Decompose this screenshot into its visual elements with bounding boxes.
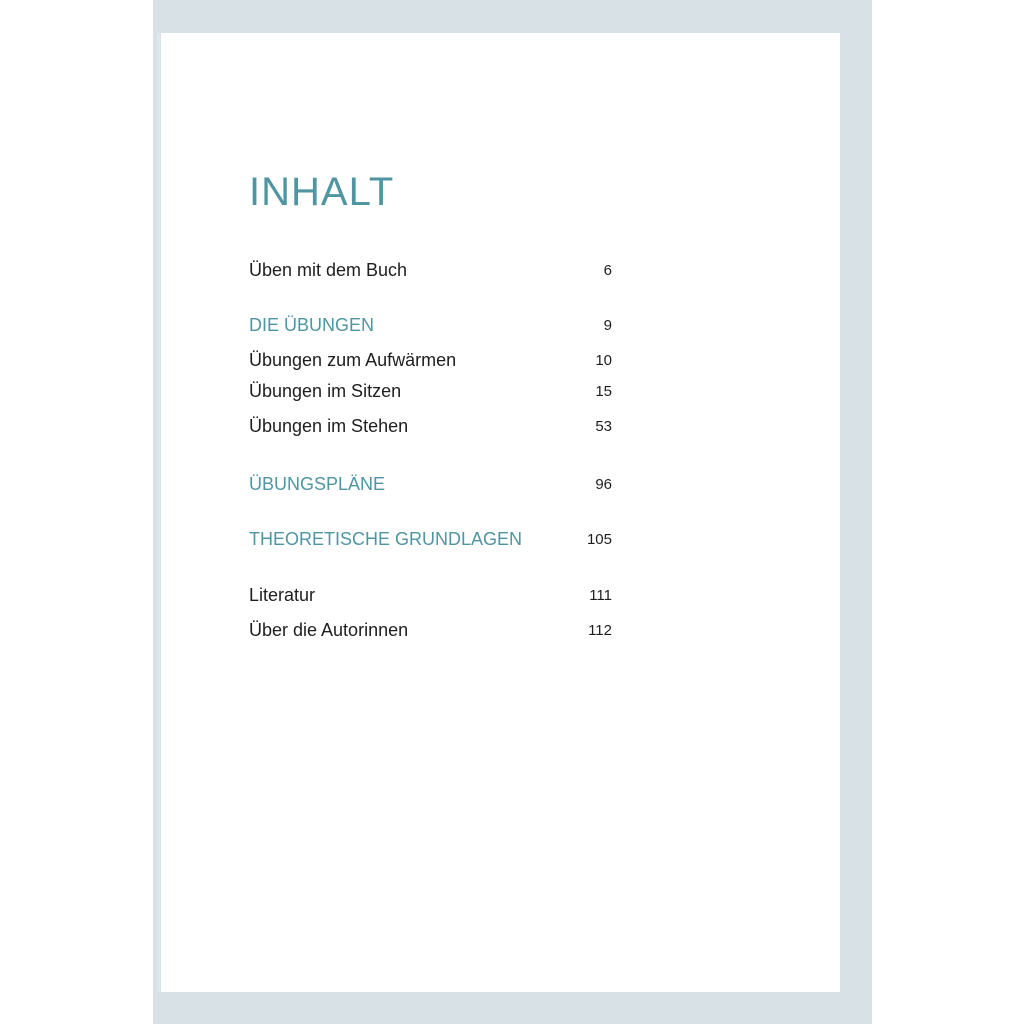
spine-line <box>157 33 160 992</box>
toc-entry-ueben-mit-dem-buch <box>249 258 612 282</box>
toc-section-label: ÜBUNGSPLÄNE <box>249 474 386 494</box>
toc-entry-page-number: 15 <box>595 383 612 400</box>
toc-entry-uebungen-im-sitzen <box>249 379 612 403</box>
toc-entry-page-number: 53 <box>595 418 612 435</box>
toc-entry-page-number: 105 <box>586 531 612 548</box>
toc-entry-page-number: 112 <box>588 622 612 639</box>
toc-entry-page-number: 10 <box>595 352 612 369</box>
toc-entry-page-number: 96 <box>595 476 612 493</box>
toc-entry-literatur <box>249 583 612 607</box>
toc-entry-uebungen-zum-aufwaermen <box>249 348 612 372</box>
toc-entry-label: Übungen im Stehen <box>249 416 409 436</box>
toc-entry-label: Übungen im Sitzen <box>249 381 402 401</box>
toc-entry-label: Üben mit dem Buch <box>249 260 408 280</box>
toc-entry-ueber-die-autorinnen <box>249 618 612 642</box>
toc-section-die-uebungen <box>249 313 612 337</box>
toc-entry-uebungen-im-stehen <box>249 414 612 438</box>
toc-entry-page-number: 9 <box>603 317 612 334</box>
toc-entry-label: Übungen zum Aufwärmen <box>249 350 457 370</box>
toc-section-theoretische-grundlagen <box>249 527 612 551</box>
toc-entry-label: Literatur <box>249 585 316 605</box>
toc-section-label: THEORETISCHE GRUNDLAGEN <box>249 529 523 549</box>
toc-entry-label: Über die Autorinnen <box>249 620 409 640</box>
toc-section-label: DIE ÜBUNGEN <box>249 315 375 335</box>
page-title: INHALT <box>249 170 395 214</box>
toc-entry-page-number: 6 <box>603 262 612 279</box>
toc-section-uebungsplaene <box>249 472 612 496</box>
toc-entry-page-number: 111 <box>589 587 612 604</box>
